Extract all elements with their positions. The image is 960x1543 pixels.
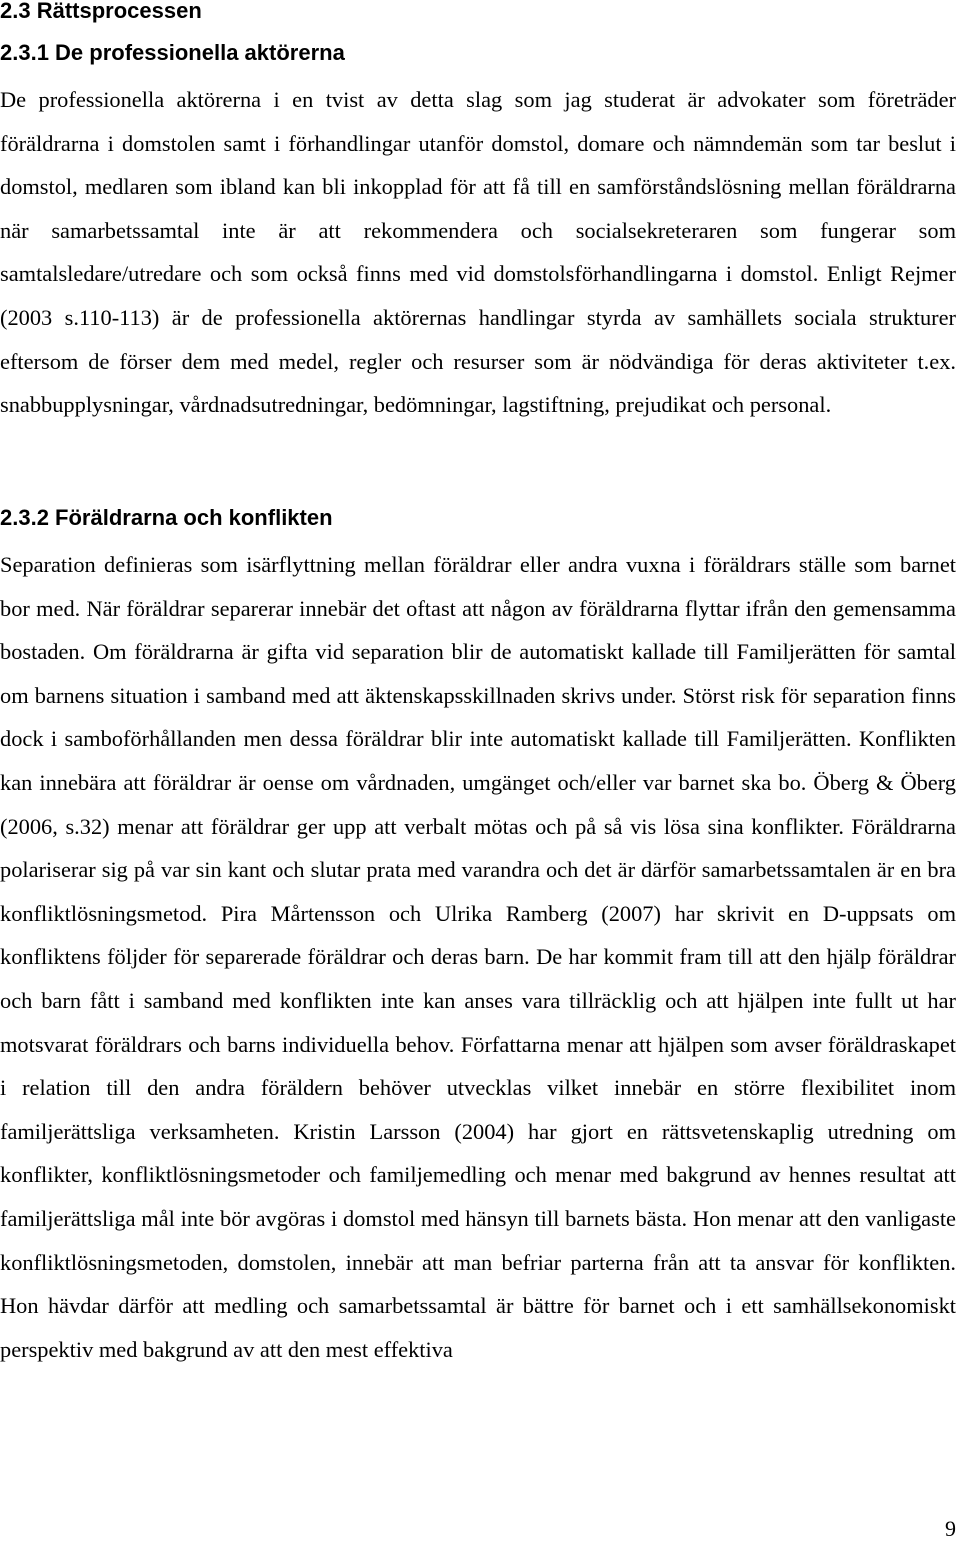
section-heading: 2.3 Rättsprocessen <box>0 0 202 23</box>
subsection-heading-parents-conflict: 2.3.2 Föräldrarna och konflikten <box>0 505 333 530</box>
page-number: 9 <box>945 1516 956 1541</box>
paragraph-parents-conflict: Separation definieras som isärflyttning mellan föräldrar eller andra vuxna i föräldrars ställe som barnet bor med. När föräldrar separerar innebär det oftast att någon av föräldrarna flyttar ifrån den gemensamma bostaden. Om föräldrarna är gifta vid separation blir de automatiskt kallade till Familjerätten för samtal om barnens situation i samband med att äktenskapsskillnaden skrivs under. Störst risk för separation finns dock i samboförhållanden men dessa föräldrar blir inte automatiskt kallade till Familjerätten. Konflikten kan innebära att föräldrar är oense om vårdnaden, umgänget och/eller var barnet ska bo. Öberg & Öberg (2006, s.32) menar att föräldrar ger upp att verbalt mötas och på så vis lösa sina konflikter. Föräldrarna polariserar sig på var sin kant och slutar prata med varandra och det är därför samarbetssamtalen är en bra konfliktlösningsmetod. Pira Mårtensson och Ulrika Ramberg (2007) har skrivit en D-uppsats om konfliktens följder för separerade föräldrar och deras barn. De har kommit fram till att den hjälp föräldrar och barn fått i samband med konflikten inte kan anses vara tillräcklig och att hjälpen inte fullt ut har motsvarat föräldrars och barns individuella behov. Författarna menar att hjälpen som avser föräldraskapet i relation till den andra föräldern behöver utvecklas vilket innebär en större flexibilitet inom familjerättsliga verksamheten. Kristin Larsson (2004) har gjort en rättsvetenskaplig utredning om konflikter, konfliktlösningsmetoder och familjemedling och menar med bakgrund av hennes resultat att familjerättsliga mål inte bör avgöras i domstol med hänsyn till barnets bästa. Hon menar att den vanligaste konfliktlösningsmetoden, domstolen, innebär att man befriar parterna från att ta ansvar för konflikten. Hon hävdar därför att medling och samarbetssamtal är bättre för barnet och i ett samhällsekonomiskt perspektiv med bakgrund av att den mest effektiva <box>0 552 956 1362</box>
paragraph-professional-actors: De professionella aktörerna i en tvist av detta slag som jag studerat är advokater som företräder föräldrarna i domstolen samt i förhandlingar utanför domstol, domare och nämndemän som tar beslut i domstol, medlaren som ibland kan bli inkopplad för att få till en samförståndslösning mellan föräldrarna när samarbetssamtal inte är att rekommendera och socialsekreteraren som fungerar som samtalsledare/utredare och som också finns med vid domstolsförhandlingarna i domstol. Enligt Rejmer (2003 s.110-113) är de professionella aktörernas handlingar styrda av samhällets sociala strukturer eftersom de förser dem med medel, regler och resurser som är nödvändiga för deras aktiviteter t.ex. snabbupplysningar, vårdnadsutredningar, bedömningar, lagstiftning, prejudikat och personal. <box>0 87 956 418</box>
subsection-heading-professional-actors: 2.3.1 De professionella aktörerna <box>0 40 345 65</box>
